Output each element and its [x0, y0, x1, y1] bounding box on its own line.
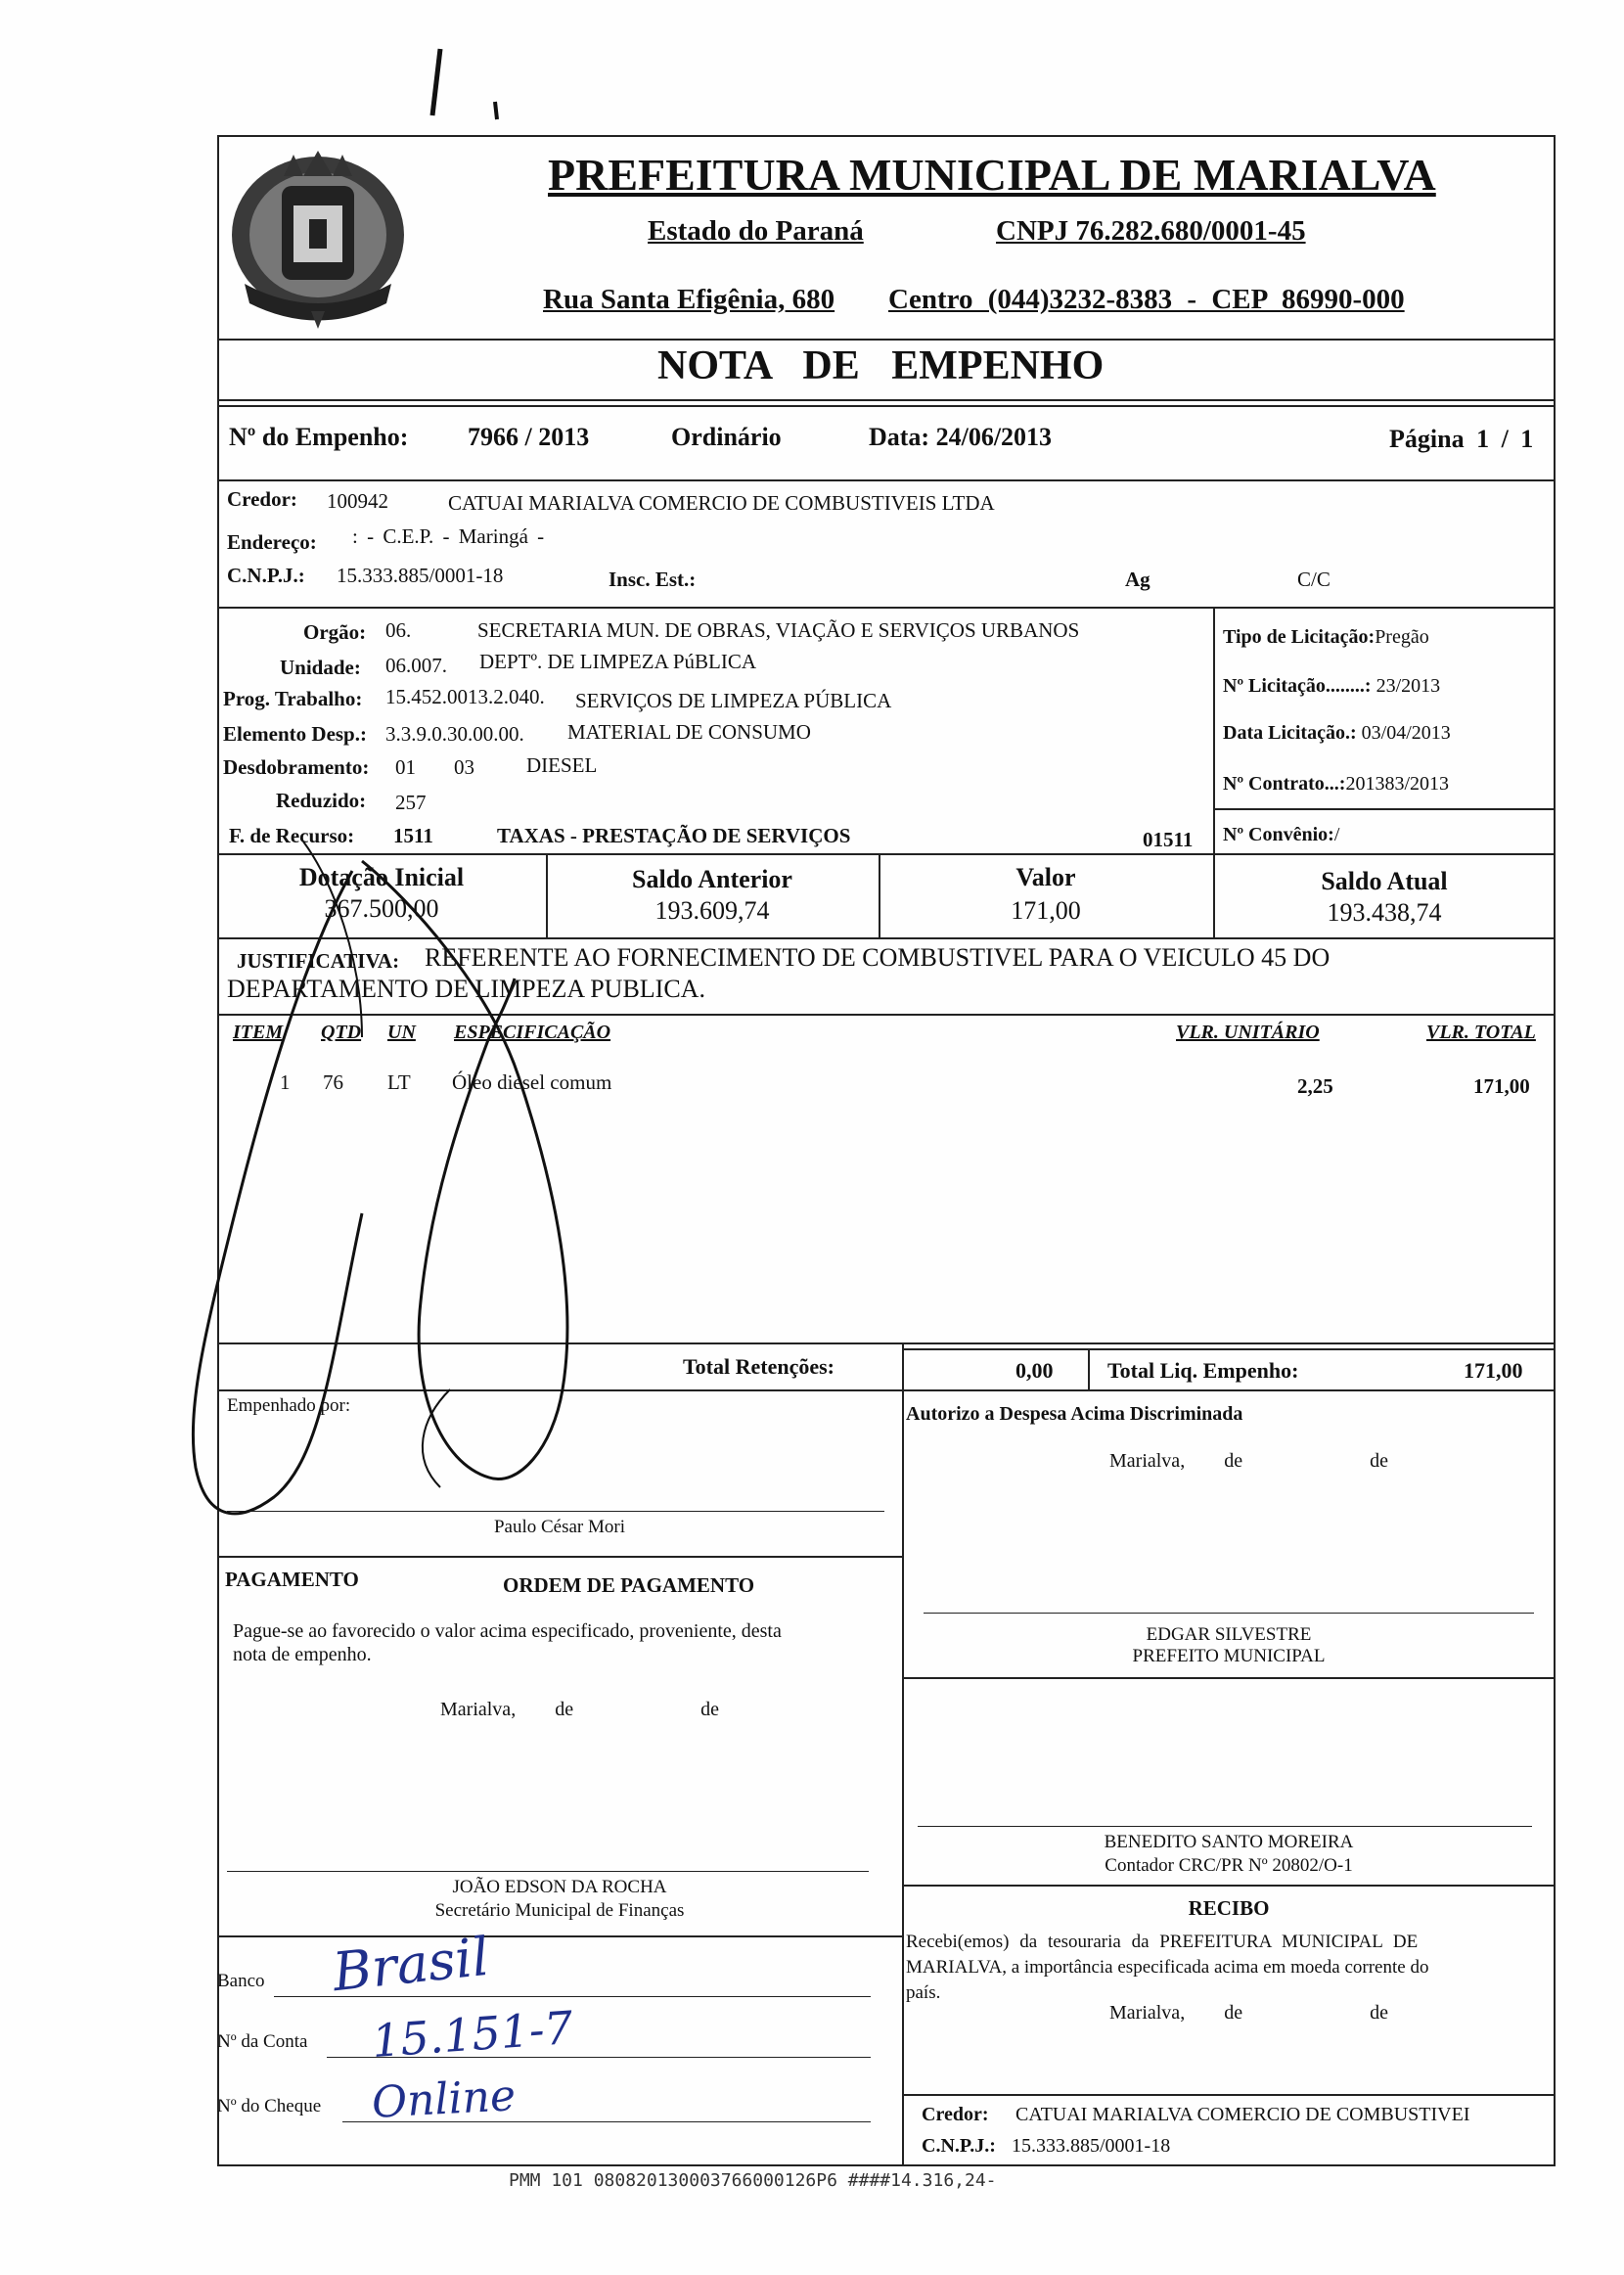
justificativa-line1: REFERENTE AO FORNECIMENTO DE COMBUSTIVEL PARA O VEICULO 45 DO	[425, 943, 1331, 972]
orgao-code: 06.	[385, 618, 412, 642]
conta-label: Nº da Conta	[217, 2031, 308, 2052]
data-licitacao-label: Data Licitação.: 03/04/2013	[1223, 722, 1451, 744]
justificativa-line2: DEPARTAMENTO DE LIMPEZA PUBLICA.	[227, 975, 705, 1003]
secretario-name: JOÃO EDSON DA ROCHA	[452, 1877, 667, 1897]
banco-value: Brasil	[330, 1925, 492, 2004]
pagamento-label: PAGAMENTO	[225, 1568, 359, 1591]
row-especificacao: Óleo diesel comum	[452, 1070, 612, 1094]
signature-line	[924, 1613, 1534, 1614]
autorizo-place: Marialva, de de	[1109, 1450, 1388, 1472]
dotacao-label: Dotação Inicial	[298, 863, 465, 891]
endereco-value: : - C.E.P. - Maringá -	[352, 524, 545, 548]
cheque-value: Online	[370, 2070, 518, 2128]
prefeito-name: EDGAR SILVESTRE	[1146, 1624, 1312, 1645]
col-un: UN	[387, 1022, 416, 1043]
contrato-label: Nº Contrato...:201383/2013	[1223, 773, 1450, 795]
col-vlr-total: VLR. TOTAL	[1426, 1022, 1536, 1043]
recurso-label: F. de Recurso:	[229, 824, 355, 847]
ag-label: Ag	[1125, 568, 1150, 591]
recibo-credor-label: Credor:	[922, 2104, 989, 2125]
elemento-name: MATERIAL DE CONSUMO	[567, 720, 811, 744]
handwritten-signature-icon	[166, 842, 616, 1546]
divider	[217, 339, 1556, 341]
desdobramento-name: DIESEL	[526, 753, 598, 777]
divider	[902, 1342, 904, 1389]
address-label: Rua Santa Efigênia, 680	[543, 284, 835, 315]
valor-value: 171,00	[1011, 896, 1081, 925]
row-vlr-total: 171,00	[1473, 1074, 1530, 1098]
unidade-name: DEPTº. DE LIMPEZA PúBLICA	[479, 650, 757, 673]
signature-line	[227, 1871, 869, 1872]
empenhado-signer: Paulo César Mori	[493, 1517, 626, 1537]
credor-name: CATUAI MARIALVA COMERCIO DE COMBUSTIVEIS LTDA	[448, 491, 995, 515]
row-item: 1	[280, 1070, 291, 1094]
tipo-licitacao-label: Tipo de Licitação:Pregão	[1223, 626, 1429, 648]
col-vlr-unitario: VLR. UNITÁRIO	[1176, 1022, 1320, 1043]
empenho-number: 7966 / 2013	[468, 423, 590, 451]
recurso-code: 1511	[393, 824, 433, 847]
divider	[217, 1556, 902, 1558]
desdobramento-b: 03	[454, 755, 474, 779]
reduzido-label: Reduzido:	[276, 789, 367, 812]
elemento-label: Elemento Desp.:	[223, 722, 367, 746]
prog-code: 15.452.0013.2.040.	[385, 685, 545, 708]
recibo-cnpj: 15.333.885/0001-18	[1012, 2135, 1171, 2157]
valor-label: Valor	[1015, 863, 1076, 891]
cnpj-label: CNPJ 76.282.680/0001-45	[996, 215, 1306, 247]
num-licitacao-label: Nº Licitação........: 23/2013	[1223, 675, 1441, 697]
recibo-credor: CATUAI MARIALVA COMERCIO DE COMBUSTIVEI	[1015, 2104, 1470, 2125]
empenhado-label: Empenhado por:	[227, 1395, 351, 1416]
row-qtd: 76	[323, 1070, 343, 1094]
dotacao-value: 367.500,00	[324, 894, 439, 923]
divider	[217, 607, 1556, 609]
signature-line	[918, 1826, 1532, 1827]
doc-title: NOTA DE EMPENHO	[657, 343, 1105, 388]
pagamento-text-1: Pague-se ao favorecido o valor acima especificado, proveniente, desta	[233, 1620, 782, 1642]
row-un: LT	[387, 1070, 411, 1094]
conta-value: 15.151-7	[370, 2000, 575, 2069]
col-qtd: QTD	[321, 1022, 362, 1043]
empenho-label: Nº do Empenho:	[229, 423, 409, 451]
saldo-atual-value: 193.438,74	[1327, 898, 1442, 927]
contador-name: BENEDITO SANTO MOREIRA	[1104, 1832, 1354, 1852]
autorizo-label: Autorizo a Despesa Acima Discriminada	[906, 1403, 1243, 1425]
pagamento-text-2: nota de empenho.	[233, 1644, 372, 1665]
credor-code: 100942	[327, 489, 388, 513]
credor-label: Credor:	[227, 487, 297, 511]
row-vlr-unitario: 2,25	[1297, 1074, 1333, 1098]
prefeito-role: PREFEITO MUNICIPAL	[1132, 1646, 1326, 1666]
divider	[902, 1389, 904, 2166]
prog-name: SERVIÇOS DE LIMPEZA PÚBLICA	[575, 689, 892, 712]
cheque-label: Nº do Cheque	[217, 2096, 322, 2116]
col-item: ITEM	[233, 1022, 284, 1043]
elemento-code: 3.3.9.0.30.00.00.	[385, 722, 524, 746]
col-especificacao: ESPECIFICAÇÃO	[454, 1022, 611, 1043]
divider	[1213, 808, 1556, 810]
divider	[217, 399, 1556, 401]
contador-role: Contador CRC/PR Nº 20802/O-1	[1105, 1855, 1353, 1876]
banco-label: Banco	[217, 1971, 265, 1991]
recurso-name: TAXAS - PRESTAÇÃO DE SERVIÇOS	[497, 824, 851, 847]
recibo-line3: país.	[906, 1982, 941, 2003]
divider	[217, 1935, 902, 1937]
saldo-anterior-value: 193.609,74	[654, 896, 770, 925]
credor-cnpj: 15.333.885/0001-18	[337, 564, 504, 587]
ordem-pagamento-label: ORDEM DE PAGAMENTO	[503, 1573, 755, 1597]
empenho-type: Ordinário	[671, 423, 782, 451]
divider	[217, 479, 1556, 481]
page-number: Página 1 / 1	[1389, 425, 1534, 453]
saldo-atual-label: Saldo Atual	[1321, 867, 1448, 895]
divider	[902, 2094, 1556, 2096]
orgao-name: SECRETARIA MUN. DE OBRAS, VIAÇÃO E SERVIÇOS URBANOS	[477, 618, 1080, 642]
convenio-label: Nº Convênio:/	[1223, 824, 1340, 845]
retencoes-value: 0,00	[1015, 1358, 1054, 1383]
divider	[217, 405, 1556, 407]
desdobramento-label: Desdobramento:	[223, 755, 370, 779]
liq-empenho-value: 171,00	[1464, 1358, 1523, 1383]
prog-label: Prog. Trabalho:	[223, 687, 363, 710]
recibo-line2: MARIALVA, a importância especificada acima em moeda corrente do	[906, 1957, 1429, 1978]
empenho-date: Data: 24/06/2013	[869, 423, 1053, 451]
reduzido-value: 257	[395, 791, 427, 814]
insc-est-label: Insc. Est.:	[609, 568, 697, 591]
liq-empenho-label: Total Liq. Empenho:	[1107, 1358, 1299, 1383]
recurso-ref: 01511	[1143, 828, 1194, 851]
justificativa-label: JUSTIFICATIVA:	[237, 949, 400, 973]
unidade-label: Unidade:	[280, 656, 361, 679]
divider	[902, 1348, 1556, 1350]
footer-code: PMM 101 080820130003766000126P6 ####14.316,24-	[509, 2170, 997, 2191]
orgao-label: Orgão:	[303, 620, 367, 644]
retencoes-label: Total Retenções:	[683, 1354, 835, 1379]
recibo-place: Marialva, de de	[1109, 2002, 1388, 2024]
divider	[902, 1885, 1556, 1887]
scan-mark-icon	[411, 39, 528, 127]
unidade-code: 06.007.	[385, 654, 447, 677]
divider	[902, 1677, 1556, 1679]
district-phone-label: Centro (044)3232-8383 - CEP 86990-000	[888, 284, 1405, 315]
credor-cnpj-label: C.N.P.J.:	[227, 564, 305, 587]
pagamento-place: Marialva, de de	[440, 1699, 719, 1720]
recibo-cnpj-label: C.N.P.J.:	[922, 2135, 996, 2157]
recibo-line1: Recebi(emos) da tesouraria da PREFEITURA MUNICIPAL DE	[906, 1932, 1419, 1952]
divider	[1088, 1348, 1090, 1389]
municipality-title: PREFEITURA MUNICIPAL DE MARIALVA	[548, 150, 1436, 200]
desdobramento-a: 01	[395, 755, 416, 779]
secretario-role: Secretário Municipal de Finanças	[434, 1900, 685, 1921]
cc-label: C/C	[1297, 568, 1331, 591]
state-label: Estado do Paraná	[648, 215, 864, 247]
endereco-label: Endereço:	[227, 530, 317, 554]
saldo-anterior-label: Saldo Anterior	[632, 865, 792, 893]
recibo-label: RECIBO	[1188, 1896, 1270, 1920]
coat-of-arms-icon	[225, 137, 411, 333]
